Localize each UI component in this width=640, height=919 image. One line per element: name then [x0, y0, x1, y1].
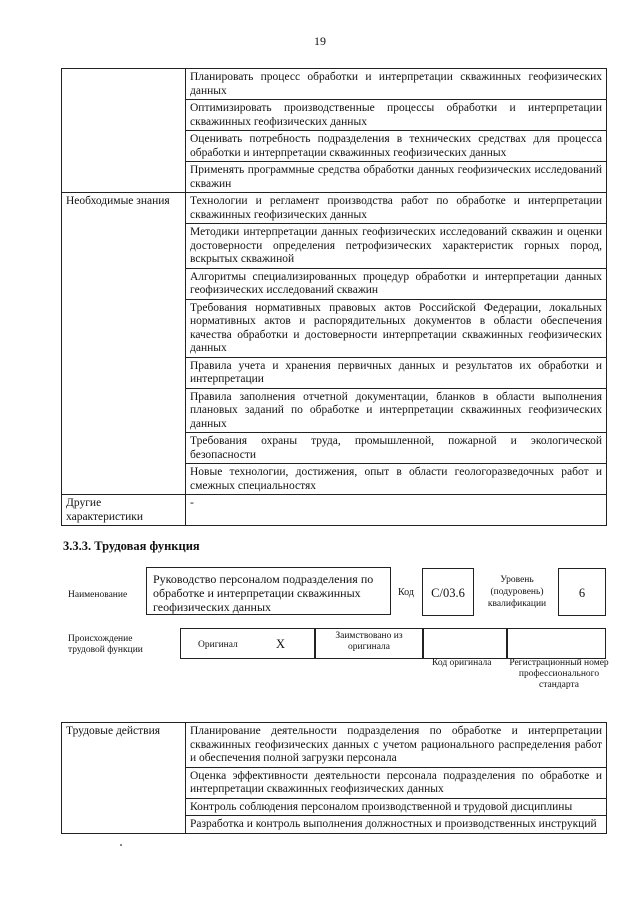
table-cell-text: Новые технологии, достижения, опыт в области геологоразведочных работ и смежных специальностях [186, 464, 607, 495]
original-mark: X [276, 637, 286, 651]
origin-label [68, 634, 168, 656]
table-cell-text: Правила заполнения отчетной документации, бланков в области выполнения плановых заданий по обработке и интерпретации скважинных геофизических данных [186, 388, 607, 433]
row-label-actions: Трудовые действия [62, 723, 186, 834]
page-number: 19 [314, 34, 326, 48]
table-row [62, 495, 607, 526]
table-cell-text: Алгоритмы специализированных процедур обработки и интерпретации данных геофизических исследований скважин [186, 268, 607, 299]
borrowed-label: Заимствовано из оригинала [335, 631, 403, 652]
table-cell-text: Разработка и контроль выполнения должностных и производственных инструкций [186, 816, 607, 834]
table-row [62, 723, 607, 768]
table-cell-text: Требования охраны труда, промышленной, пожарной и экологической безопасности [186, 433, 607, 464]
table-cell-text: Оптимизировать производственные процессы обработки и интерпретации скважинных геофизических данных [186, 100, 607, 131]
table-row [62, 193, 607, 224]
row-label [62, 69, 186, 193]
section-heading: 3.3.3. Трудовая функция [63, 539, 200, 553]
skills-knowledge-table [61, 68, 607, 526]
table-row [62, 69, 607, 100]
row-label-other: Другие характеристики [62, 495, 186, 526]
origin-label-text: Происхождение трудовой функции [68, 634, 143, 655]
scan-speck [120, 844, 122, 846]
table-cell-text: Планировать процесс обработки и интерпретации скважинных геофизических данных [186, 69, 607, 100]
code-original-cell [423, 628, 507, 659]
reg-number-label: Регистрационный номер профессионального стандарта [509, 658, 609, 690]
code-label: Код [398, 587, 414, 598]
table-cell-text: Применять программные средства обработки данных геофизических исследований скважин [186, 162, 607, 193]
original-label: Оригинал [198, 640, 238, 650]
table-cell-text: Контроль соблюдения персоналом производственной и трудовой дисциплины [186, 798, 607, 816]
row-label-knowledge: Необходимые знания [62, 193, 186, 495]
table-cell-text: Оценка эффективности деятельности персонала подразделения по обработке и интерпретации скважинных геофизических данных [186, 767, 607, 798]
reg-number-cell [507, 628, 606, 659]
function-code-field: С/03.6 [422, 568, 474, 616]
table-cell-text: Технологии и регламент производства работ по обработке и интерпретации скважинных геофизических данных [186, 193, 607, 224]
code-original-label: Код оригинала [432, 658, 492, 668]
table-cell-text: Методики интерпретации данных геофизических исследований скважин и оценки достоверности определения петрофизических характеристик горных пород, вскрытых скважиной [186, 224, 607, 269]
level-label: Уровень (подуровень) квалификации [487, 575, 547, 609]
table-cell-text: - [186, 495, 607, 526]
table-cell-text: Правила учета и хранения первичных данных и результатов их обработки и интерпретации [186, 357, 607, 388]
table-cell-text: Оценивать потребность подразделения в технических средствах для процесса обработки и интерпретации скважинных геофизических данных [186, 131, 607, 162]
name-label: Наименование [68, 590, 128, 600]
table-cell-text: Планирование деятельности подразделения по обработке и интерпретации скважинных геофизических данных с учетом рационального распределения работ и обеспечения полной загрузки персонала [186, 723, 607, 768]
level-field: 6 [558, 568, 606, 616]
function-name-field: Руководство персоналом подразделения по обработке и интерпретации скважинных геофизических данных [146, 567, 391, 615]
table-cell-text: Требования нормативных правовых актов Российской Федерации, локальных нормативных актов и распорядительных документов в области обеспечения качества обработки и достоверности интерпретации скважинных геофизических данных [186, 299, 607, 357]
work-actions-table [61, 722, 607, 834]
